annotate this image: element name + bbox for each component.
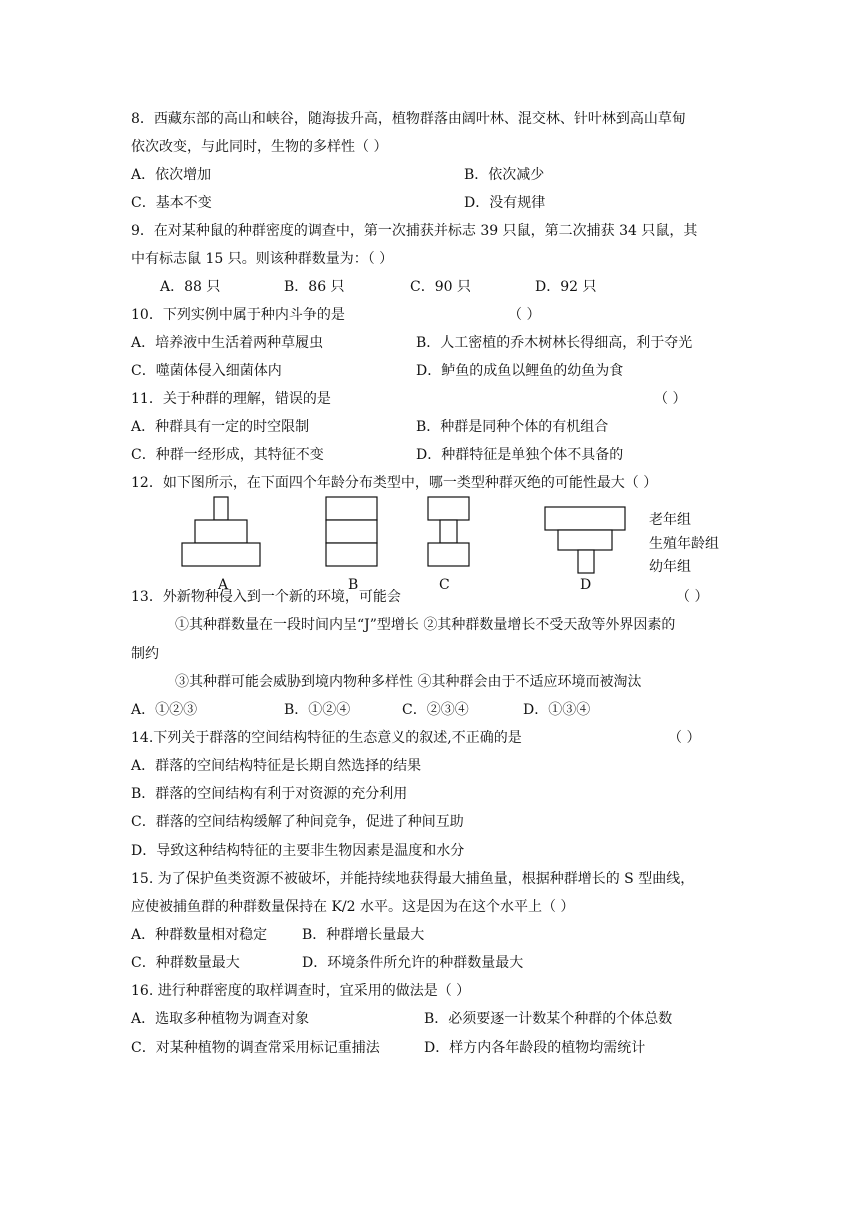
- q9-option-c: C．90 只: [410, 279, 471, 295]
- q9-option-a: A．88 只: [160, 279, 221, 295]
- q8-stem-line1: 8．西藏东部的高山和峡谷，随海拔升高，植物群落由阔叶林、混交林、针叶林到高山草甸: [131, 111, 686, 127]
- fig-label-a: A: [218, 577, 229, 593]
- pyramid-d-young: [578, 550, 594, 573]
- pyramid-b-reproductive: [326, 520, 377, 543]
- q15-option-d: D．环境条件所允许的种群数量最大: [302, 955, 524, 971]
- q15-option-c: C．种群数量最大: [131, 955, 240, 971]
- q10-option-d: D．鲈鱼的成鱼以鲤鱼的幼鱼为食: [416, 363, 624, 379]
- q16-stem: 16. 进行种群密度的取样调查时，宜采用的做法是（ ）: [131, 983, 471, 999]
- q13-option-b: B．①②④: [284, 702, 351, 718]
- q8-stem-line2: 依次改变，与此同时，生物的多样性（ ）: [131, 139, 388, 155]
- pyramid-a-old: [214, 497, 228, 520]
- pyramid-c-young: [428, 543, 469, 566]
- q13-option-c: C．②③④: [402, 702, 469, 718]
- q15-option-b: B．种群增长量最大: [302, 927, 425, 943]
- q14-answer-paren: （ ）: [668, 730, 701, 746]
- fig-label-d: D: [580, 577, 592, 593]
- q8-option-c: C．基本不变: [131, 195, 212, 211]
- q10-answer-paren: （ ）: [508, 307, 541, 323]
- pyramid-d-reproductive: [558, 530, 612, 550]
- q13-statement-3-4: ③其种群可能会威胁到境内物种多样性 ④其种群会由于不适应环境而被淘汰: [175, 674, 642, 690]
- q13-option-a: A．①②③: [131, 702, 198, 718]
- q15-stem-line2: 应使被捕鱼群的种群数量保持在 K/2 水平。这是因为在这个水平上（ ）: [131, 899, 575, 915]
- q15-stem-line1: 15. 为了保护鱼类资源不被破坏，并能持续地获得最大捕鱼量，根据种群增长的 S 型曲线，: [131, 871, 695, 887]
- q10-stem: 10．下列实例中属于种内斗争的是: [131, 307, 345, 323]
- pyramid-a-young: [182, 543, 260, 566]
- q8-option-b: B．依次减少: [464, 167, 545, 183]
- q9-option-d: D．92 只: [535, 279, 597, 295]
- q9-stem-line1: 9．在对某种鼠的种群密度的调查中，第一次捕获并标志 39 只鼠，第二次捕获 34 只鼠，其: [131, 223, 698, 239]
- pyramid-a-reproductive: [195, 520, 247, 543]
- legend-reproductive: 生殖年龄组: [649, 536, 719, 552]
- q11-option-d: D．种群特征是单独个体不具备的: [416, 447, 624, 463]
- q15-option-a: A．种群数量相对稳定: [131, 927, 268, 943]
- pyramid-b-old: [326, 497, 377, 520]
- q16-option-b: B．必须要逐一计数某个种群的个体总数: [424, 1011, 673, 1027]
- fig-label-b: B: [348, 577, 359, 593]
- q9-stem-line2: 中有标志鼠 15 只。则该种群数量为：（ ）: [131, 251, 394, 267]
- q14-option-b: B．群落的空间结构有利于对资源的充分利用: [131, 786, 408, 802]
- fig-label-c: C: [439, 577, 450, 593]
- q13-option-d: D．①③④: [523, 702, 591, 718]
- q16-option-a: A．选取多种植物为调查对象: [131, 1011, 310, 1027]
- q11-answer-paren: （ ）: [654, 391, 687, 407]
- legend-old: 老年组: [649, 512, 691, 528]
- q14-option-a: A．群落的空间结构特征是长期自然选择的结果: [131, 758, 422, 774]
- q14-option-c: C．群落的空间结构缓解了种间竞争，促进了种间互助: [131, 814, 464, 830]
- q8-option-a: A．依次增加: [131, 167, 212, 183]
- q8-option-d: D．没有规律: [464, 195, 546, 211]
- q14-stem: 14.下列关于群落的空间结构特征的生态意义的叙述,不正确的是: [131, 730, 522, 746]
- q10-option-c: C．噬菌体侵入细菌体内: [131, 363, 282, 379]
- pyramid-b-young: [326, 543, 377, 566]
- pyramid-c-old: [428, 497, 469, 520]
- pyramid-d-old: [545, 507, 625, 530]
- pyramid-c-reproductive: [440, 520, 457, 543]
- q12-stem: 12．如下图所示，在下面四个年龄分布类型中，哪一类型种群灭绝的可能性最大（ ）: [131, 475, 658, 491]
- q11-option-c: C．种群一经形成，其特征不变: [131, 447, 324, 463]
- q14-option-d: D．导致这种结构特征的主要非生物因素是温度和水分: [131, 843, 465, 859]
- q10-option-a: A．培养液中生活着两种草履虫: [131, 335, 324, 351]
- q11-stem: 11．关于种群的理解，错误的是: [131, 391, 331, 407]
- q11-option-a: A．种群具有一定的时空限制: [131, 419, 310, 435]
- q11-option-b: B．种群是同种个体的有机组合: [416, 419, 609, 435]
- legend-young: 幼年组: [649, 559, 691, 575]
- q10-option-b: B．人工密植的乔木树林长得细高，利于夺光: [416, 335, 693, 351]
- q16-option-c: C．对某种植物的调查常采用标记重捕法: [131, 1040, 380, 1056]
- q13-statement-1-2-cont: 制约: [131, 646, 159, 662]
- q9-option-b: B．86 只: [284, 279, 345, 295]
- q13-answer-paren: （ ）: [676, 589, 709, 605]
- q13-statement-1-2: ①其种群数量在一段时间内呈“J”型增长 ②其种群数量增长不受天敌等外界因素的: [175, 617, 676, 633]
- q16-option-d: D．样方内各年龄段的植物均需统计: [424, 1040, 646, 1056]
- q13-stem: 13．外新物种侵入到一个新的环境，可能会: [131, 589, 401, 605]
